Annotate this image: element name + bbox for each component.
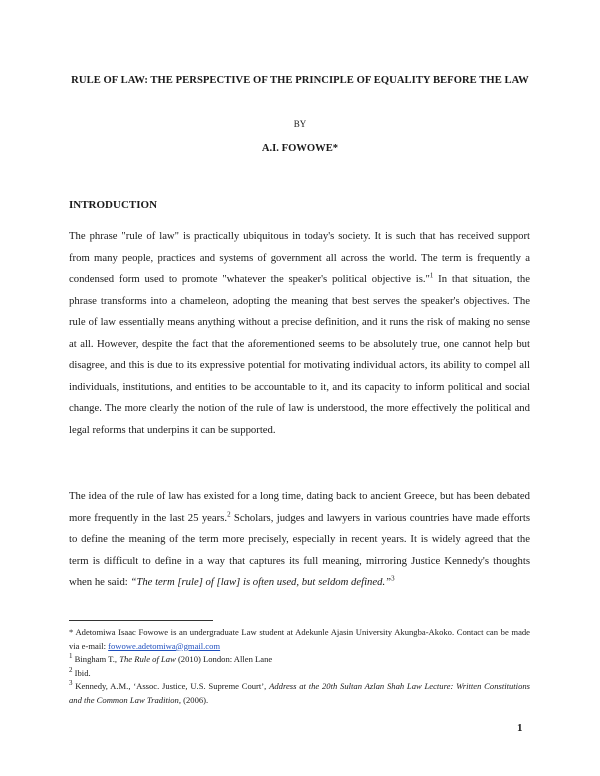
paragraph-1-text-b: In that situation, the phrase transforms into a chameleon, adopting the meaning that best serves the speaker's objectives. The rule of law essentially means anything without a precise definition, and it runs the risk of making no sense at all. However, despite the fact that the aforementioned seems to be absolutely true, one cannot help but disagree, and this is due to its expressive potential for motivating individual actors, its ability to compel all individuals, institutions, and entities to be accountable to it, and its capacity to inform political and social change. The more clearly the notion of the rule of law is understood, the more effectively the political and legal reforms that underpins it can be supported. bbox=[69, 273, 530, 436]
footnote-ref-2[interactable]: 2 bbox=[227, 509, 231, 518]
footnote-3 bbox=[69, 680, 530, 707]
footnote-author bbox=[69, 626, 530, 653]
paper-title: RULE OF LAW: THE PERSPECTIVE OF THE PRINCIPLE OF EQUALITY BEFORE THE LAW bbox=[71, 75, 529, 86]
footnote-author-text: * Adetomiwa Isaac Fowowe is an undergraduate Law student at Adekunle Ajasin University Akungba-Akoko. Contact can be made via e-mail: bbox=[69, 627, 530, 651]
paragraph-2-text-b: Scholars, judges and lawyers in various countries have made efforts to define the meaning of the term more precisely, especially in recent years. It is widely agreed that the term is difficult to define in a way that captures its full meaning, mirroring Justice Kennedy's thoughts when he said: bbox=[69, 511, 530, 588]
footnotes bbox=[69, 626, 530, 707]
footnote-3-number: 3 bbox=[69, 679, 73, 688]
footnote-3-title: Address at the 20th Sultan Azlan Shah Law Lecture: Written Constitutions and the Common Law Tradition, bbox=[69, 681, 531, 705]
author-email-link[interactable]: fowowe.adetomiwa@gmail.com bbox=[108, 640, 221, 651]
paragraph-2 bbox=[69, 486, 530, 594]
footnote-1-text-a: Bingham T., bbox=[72, 654, 120, 664]
footnote-ref-3[interactable]: 3 bbox=[391, 574, 395, 583]
footnote-1-text-b: (2010) London: Allen Lane bbox=[175, 654, 273, 664]
footnote-2 bbox=[69, 667, 530, 681]
section-heading-introduction: INTRODUCTION bbox=[69, 199, 158, 211]
footnote-3-text-b: (2006). bbox=[180, 694, 209, 705]
footnote-2-number: 2 bbox=[69, 665, 73, 674]
author-name: A.I. FOWOWE* bbox=[261, 143, 339, 154]
paragraph-1-text-a: The phrase "rule of law" is practically ubiquitous in today's society. It is such that has received support from many people, practices and systems of government all across the world. The term is frequently a condensed form used to promote "whatever the speaker's political objective is." bbox=[69, 230, 530, 285]
footnote-1-number: 1 bbox=[69, 652, 73, 661]
paragraph-2-text-a: The idea of the rule of law has existed for a long time, dating back to ancient Greece, but has been debated more frequently in the last 25 years. bbox=[69, 490, 530, 524]
paragraph-1 bbox=[69, 226, 530, 441]
page-number: 1 bbox=[517, 722, 523, 734]
footnote-1-title: The Rule of Law bbox=[119, 654, 176, 664]
by-line: BY bbox=[293, 119, 307, 129]
footnote-divider bbox=[69, 620, 213, 621]
footnote-3-text-a: Kennedy, A.M., ‘Assoc. Justice, U.S. Supreme Court’, bbox=[72, 681, 270, 691]
kennedy-quote: “The term [rule] of [law] is often used, but seldom defined.” bbox=[130, 576, 392, 588]
footnote-2-text: Ibid. bbox=[72, 667, 91, 678]
footnote-ref-1[interactable]: 1 bbox=[429, 271, 434, 280]
footnote-1 bbox=[69, 653, 530, 667]
